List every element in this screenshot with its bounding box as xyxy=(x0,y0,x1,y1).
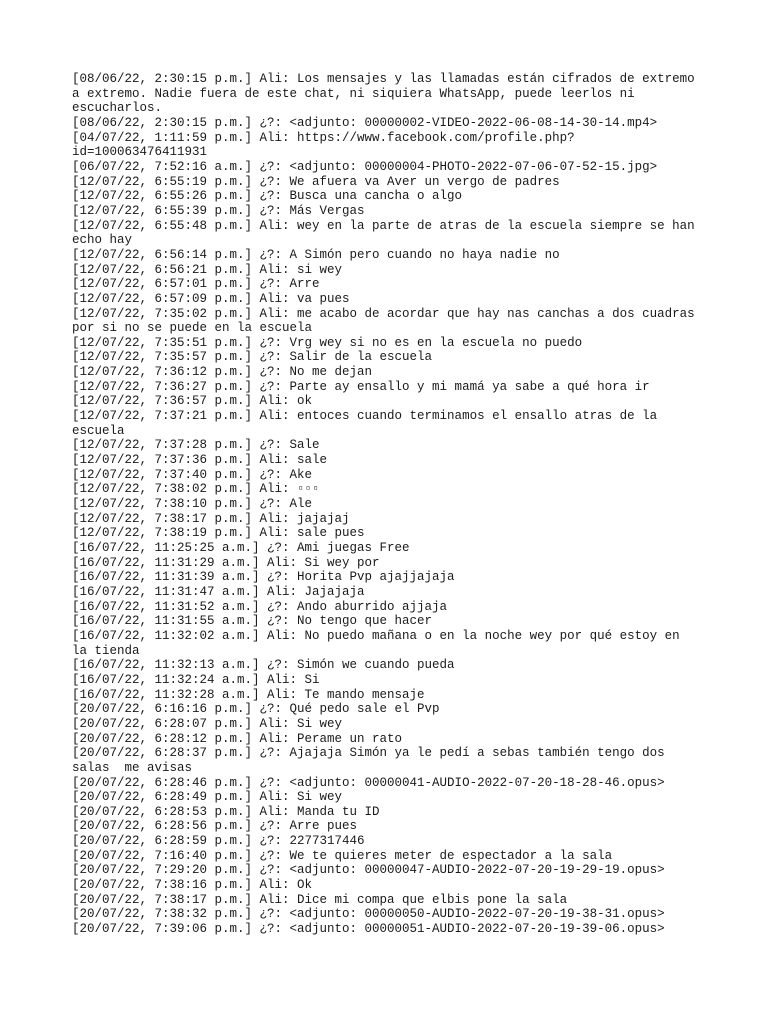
chat-message-line: [12/07/22, 7:38:19 p.m.] Ali: sale pues xyxy=(72,526,365,541)
chat-message-line: [12/07/22, 7:37:21 p.m.] Ali: entoces cuando terminamos el ensallo atras de la escuela xyxy=(72,409,665,438)
chat-message-line: [16/07/22, 11:32:02 a.m.] Ali: No puedo mañana o en la noche wey por qué estoy en la tienda xyxy=(72,628,688,658)
chat-message-line: [16/07/22, 11:32:24 a.m.] Ali: Si xyxy=(72,672,320,687)
chat-message-line: [12/07/22, 7:35:02 p.m.] Ali: me acabo de acordar que hay nas canchas a dos cuadras por si no se puede en la escuela xyxy=(72,306,703,336)
chat-message-line: [12/07/22, 7:37:28 p.m.] ¿?: Sale xyxy=(72,438,320,453)
chat-message-line: [12/07/22, 6:56:14 p.m.] ¿?: A Simón pero cuando no haya nadie no xyxy=(72,247,560,262)
chat-message-line: [12/07/22, 7:38:17 p.m.] Ali: jajajaj xyxy=(72,511,350,526)
chat-message-line: [16/07/22, 11:25:25 a.m.] ¿?: Ami juegas Free xyxy=(72,541,410,555)
chat-message-line: [16/07/22, 11:31:47 a.m.] Ali: Jajajaja xyxy=(72,584,365,599)
chat-message-line: [12/07/22, 7:36:12 p.m.] ¿?: No me dejan xyxy=(72,365,373,380)
chat-message-line: [20/07/22, 7:29:20 p.m.] ¿?: <adjunto: 00000047-AUDIO-2022-07-20-19-29-19.opus> xyxy=(72,863,665,878)
chat-message-line: [12/07/22, 6:57:09 p.m.] Ali: va pues xyxy=(72,291,350,306)
chat-message-line: [20/07/22, 6:16:16 p.m.] ¿?: Qué pedo sale el Pvp xyxy=(72,702,440,717)
chat-message-line: [12/07/22, 7:38:10 p.m.] ¿?: Ale xyxy=(72,497,313,512)
chat-message-line: [20/07/22, 6:28:56 p.m.] ¿?: Arre pues xyxy=(72,819,358,834)
chat-message-line: [12/07/22, 7:35:57 p.m.] ¿?: Salir de la escuela xyxy=(72,350,433,365)
chat-message-line: [20/07/22, 7:38:17 p.m.] Ali: Dice mi compa que elbis pone la sala xyxy=(72,892,568,907)
chat-transcript xyxy=(72,72,703,937)
chat-message-line: [08/06/22, 2:30:15 p.m.] Ali: Los mensajes y las llamadas están cifrados de extremo a extremo. Nadie fuera de este chat, ni siquiera WhatsApp, puede leerlos ni escucharlos. xyxy=(72,72,703,116)
chat-message-line: [16/07/22, 11:32:13 a.m.] ¿?: Simón we cuando pueda xyxy=(72,658,455,673)
chat-message-line: [20/07/22, 6:28:53 p.m.] Ali: Manda tu ID xyxy=(72,804,380,819)
chat-message-line: [16/07/22, 11:32:28 a.m.] Ali: Te mando mensaje xyxy=(72,687,425,702)
chat-message-line: [12/07/22, 6:56:21 p.m.] Ali: si wey xyxy=(72,262,343,277)
chat-message-line: [20/07/22, 7:38:16 p.m.] Ali: Ok xyxy=(72,878,313,893)
chat-message-line: [20/07/22, 6:28:07 p.m.] Ali: Si wey xyxy=(72,716,343,731)
chat-message-line: [12/07/22, 6:55:39 p.m.] ¿?: Más Vergas xyxy=(72,203,365,218)
chat-message-line: [12/07/22, 7:37:40 p.m.] ¿?: Ake xyxy=(72,467,313,482)
chat-message-line: [04/07/22, 1:11:59 p.m.] Ali: https://www.facebook.com/profile.php? id=100063476411931 xyxy=(72,130,575,160)
chat-message-line: [06/07/22, 7:52:16 a.m.] ¿?: <adjunto: 00000004-PHOTO-2022-07-06-07-52-15.jpg> xyxy=(72,159,658,174)
chat-message-line: [16/07/22, 11:31:39 a.m.] ¿?: Horita Pvp ajajjajaja xyxy=(72,570,455,585)
chat-message-line: [12/07/22, 6:55:26 p.m.] ¿?: Busca una cancha o algo xyxy=(72,189,463,204)
chat-message-line: [20/07/22, 6:28:12 p.m.] Ali: Perame un rato xyxy=(72,731,403,746)
chat-message-line: [12/07/22, 7:35:51 p.m.] ¿?: Vrg wey si no es en la escuela no puedo xyxy=(72,335,583,350)
chat-message-line: [12/07/22, 6:55:48 p.m.] Ali: wey en la parte de atras de la escuela siempre se han echo hay xyxy=(72,218,703,248)
chat-message-line: [20/07/22, 6:28:59 p.m.] ¿?: 2277317446 xyxy=(72,834,365,849)
chat-message-line: [16/07/22, 11:31:29 a.m.] Ali: Si wey por xyxy=(72,555,380,570)
chat-message-line: [20/07/22, 6:28:49 p.m.] Ali: Si wey xyxy=(72,790,343,805)
chat-message-line: [20/07/22, 6:28:37 p.m.] ¿?: Ajajaja Simón ya le pedí a sebas también tengo dos salas me avisas xyxy=(72,746,673,775)
chat-message-line: [12/07/22, 7:38:02 p.m.] Ali: ▫▫▫ xyxy=(72,482,320,497)
chat-message-line: [20/07/22, 7:38:32 p.m.] ¿?: <adjunto: 00000050-AUDIO-2022-07-20-19-38-31.opus> xyxy=(72,907,665,922)
chat-message-line: [16/07/22, 11:31:52 a.m.] ¿?: Ando aburrido ajjaja xyxy=(72,599,448,614)
chat-message-line: [16/07/22, 11:31:55 a.m.] ¿?: No tengo que hacer xyxy=(72,614,433,629)
chat-message-line: [20/07/22, 7:39:06 p.m.] ¿?: <adjunto: 00000051-AUDIO-2022-07-20-19-39-06.opus> xyxy=(72,922,665,937)
chat-message-line: [08/06/22, 2:30:15 p.m.] ¿?: <adjunto: 00000002-VIDEO-2022-06-08-14-30-14.mp4> xyxy=(72,115,658,130)
chat-message-line: [12/07/22, 7:37:36 p.m.] Ali: sale xyxy=(72,453,328,468)
chat-message-line: [12/07/22, 6:57:01 p.m.] ¿?: Arre xyxy=(72,277,320,292)
chat-message-line: [12/07/22, 7:36:27 p.m.] ¿?: Parte ay ensallo y mi mamá ya sabe a qué hora ir xyxy=(72,379,650,394)
chat-message-line: [20/07/22, 7:16:40 p.m.] ¿?: We te quieres meter de espectador a la sala xyxy=(72,848,613,863)
chat-message-line: [20/07/22, 6:28:46 p.m.] ¿?: <adjunto: 00000041-AUDIO-2022-07-20-18-28-46.opus> xyxy=(72,775,665,790)
chat-message-line: [12/07/22, 6:55:19 p.m.] ¿?: We afuera va Aver un vergo de padres xyxy=(72,174,560,189)
chat-message-line: [12/07/22, 7:36:57 p.m.] Ali: ok xyxy=(72,394,313,409)
